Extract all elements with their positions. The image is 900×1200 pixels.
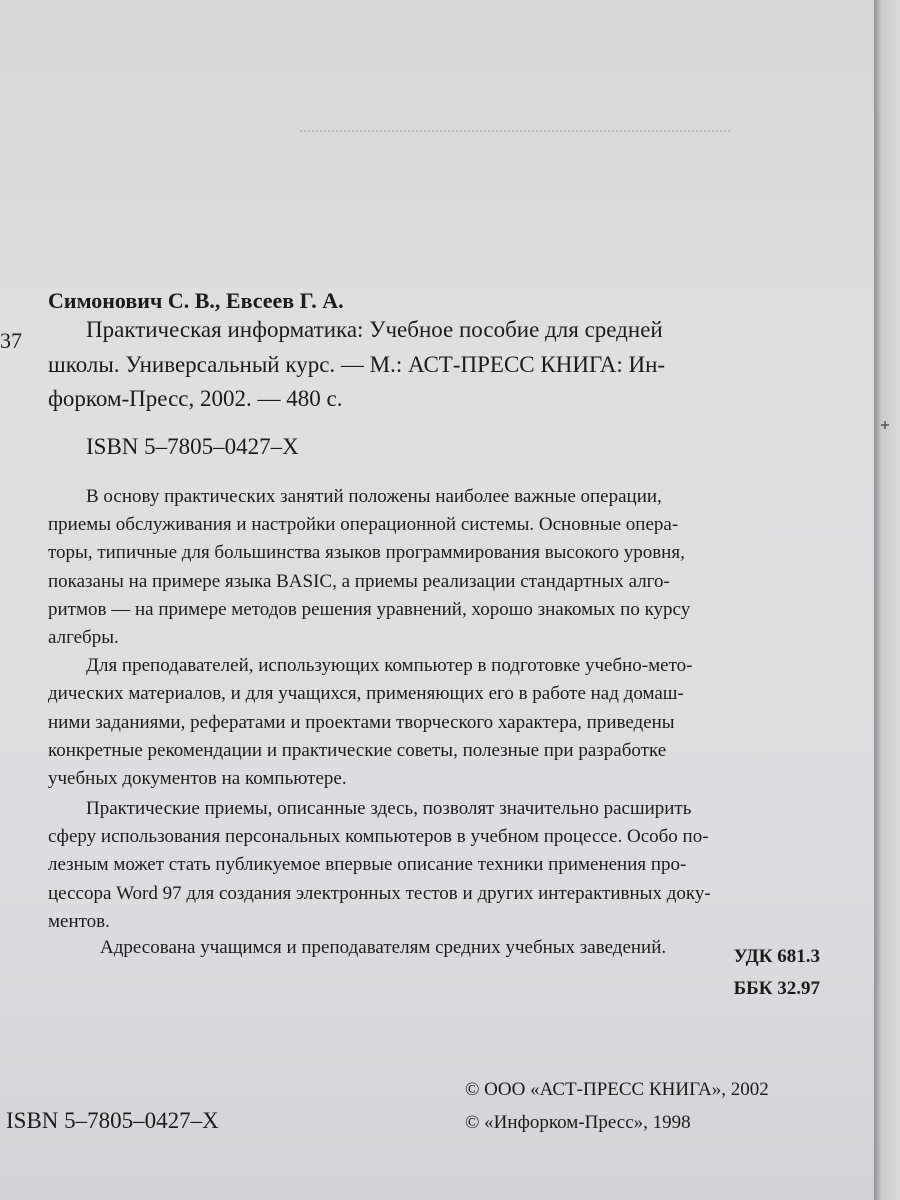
- show-through-dotted-line: [300, 130, 730, 132]
- bibliographic-line-3: форком-Пресс, 2002. — 480 с.: [48, 386, 343, 411]
- annotation-line: ними заданиями, рефератами и проектами творческого характера, приведены: [48, 712, 675, 733]
- annotation-line: торы, типичные для большинства языков программирования высокого уровня,: [48, 542, 685, 563]
- speck-mark: [880, 420, 890, 430]
- page-edge: [874, 0, 900, 1200]
- annotation-line: учебных документов на компьютере.: [48, 768, 347, 789]
- annotation-line: сферу использования персональных компьютеров в учебном процессе. Особо по-: [48, 826, 709, 847]
- isbn-bottom: ISBN 5–7805–0427–X: [6, 1108, 219, 1133]
- annotation-line: ментов.: [48, 911, 110, 932]
- annotation-line: В основу практических занятий положены наиболее важные операции,: [86, 486, 662, 507]
- authors: Симонович С. В., Евсеев Г. А.: [48, 288, 344, 313]
- udk-code: УДК 681.3: [733, 946, 820, 967]
- annotation-line: Адресована учащимся и преподавателям средних учебных заведений.: [100, 937, 667, 958]
- bibliographic-line-1: Практическая информатика: Учебное пособие для средней: [86, 317, 663, 342]
- copyright-line-1: © ООО «АСТ-ПРЕСС КНИГА», 2002: [465, 1079, 769, 1100]
- annotation-line: дических материалов, и для учащихся, применяющих его в работе над домаш-: [48, 683, 684, 704]
- bibliographic-line-2: школы. Универсальный курс. — М.: АСТ-ПРЕСС КНИГА: Ин-: [48, 352, 666, 377]
- isbn-top: ISBN 5–7805–0427–X: [86, 434, 299, 459]
- bbk-code: ББК 32.97: [733, 978, 820, 999]
- annotation-line: ритмов — на примере методов решения уравнений, хорошо знакомых по курсу: [48, 599, 691, 620]
- annotation-line: показаны на примере языка BASIC, а приемы реализации стандартных алго-: [48, 571, 670, 592]
- annotation-line: Для преподавателей, использующих компьютер в подготовке учебно-мето-: [86, 655, 693, 676]
- annotation-line: Практические приемы, описанные здесь, позволят значительно расширить: [86, 798, 692, 819]
- classification-code: 37: [0, 328, 22, 353]
- annotation-line: конкретные рекомендации и практические советы, полезные при разработке: [48, 740, 667, 761]
- annotation-line: алгебры.: [48, 627, 119, 648]
- copyright-line-2: © «Инфорком-Пресс», 1998: [465, 1112, 691, 1133]
- annotation-line: приемы обслуживания и настройки операционной системы. Основные опера-: [48, 514, 679, 535]
- annotation-line: цессора Word 97 для создания электронных тестов и других интерактивных доку-: [48, 883, 711, 904]
- annotation-line: лезным может стать публикуемое впервые описание техники применения про-: [48, 854, 687, 875]
